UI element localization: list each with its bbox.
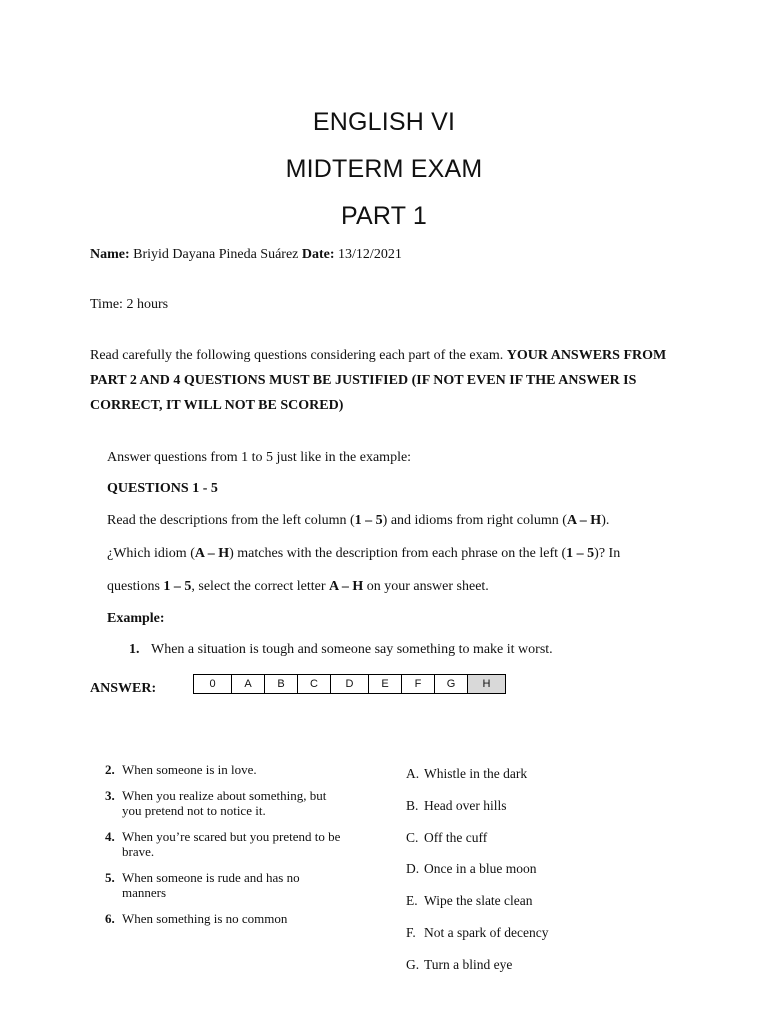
desc2-c: ) matches with the description from each phrase on the left ( <box>229 546 567 561</box>
idiom-option <box>406 798 548 830</box>
answer-cell-c[interactable]: C <box>298 675 331 693</box>
desc1-e: ). <box>601 513 610 528</box>
option-letter: E. <box>406 893 418 909</box>
idiom-option <box>406 766 548 798</box>
answer-cell-e[interactable]: E <box>369 675 402 693</box>
desc3-a: questions <box>107 579 164 594</box>
date-label: Date: <box>301 247 335 262</box>
student-info-line <box>90 247 402 263</box>
description-line-1 <box>107 513 609 529</box>
desc1-b: 1 – 5 <box>354 513 383 528</box>
option-letter: B. <box>406 797 419 813</box>
question-item <box>105 762 345 777</box>
desc1-d: A – H <box>566 513 602 528</box>
answer-cell-0[interactable]: 0 <box>194 675 232 693</box>
desc2-e: )? In <box>594 546 621 561</box>
idiom-option <box>406 861 548 893</box>
idiom-option <box>406 893 548 925</box>
question-text: When something is no common <box>122 911 288 926</box>
option-text: Not a spark of decency <box>424 924 549 940</box>
idiom-option <box>406 925 548 957</box>
option-letter: C. <box>406 829 419 845</box>
example-question <box>129 642 553 658</box>
description-line-3 <box>107 579 489 595</box>
description-line-2 <box>107 546 620 562</box>
option-text: Once in a blue moon <box>424 861 537 877</box>
example-text: When a situation is tough and someone say something to make it worst. <box>151 642 553 657</box>
idiom-options-list <box>406 766 548 989</box>
option-letter: F. <box>406 924 416 940</box>
option-text: Head over hills <box>424 797 507 813</box>
exam-title: MIDTERM EXAM <box>285 155 483 183</box>
desc1-c: ) and idioms from right column ( <box>382 513 567 528</box>
answer-cell-h[interactable]: H <box>468 675 505 693</box>
desc1-a: Read the descriptions from the left column ( <box>107 513 355 528</box>
time-limit: Time: 2 hours <box>90 297 169 312</box>
question-number: 5. <box>105 870 115 885</box>
idiom-option <box>406 957 548 989</box>
option-letter: G. <box>406 956 420 972</box>
option-text: Wipe the slate clean <box>424 893 533 909</box>
question-item <box>105 829 345 859</box>
student-name: Briyid Dayana Pineda Suárez <box>133 247 299 262</box>
answer-cell-a[interactable]: A <box>232 675 265 693</box>
answer-cell-d[interactable]: D <box>331 675 369 693</box>
course-title: ENGLISH VI <box>312 108 456 136</box>
desc2-b: A – H <box>194 546 230 561</box>
question-number: 2. <box>105 762 115 777</box>
instructions-plain: Read carefully the following questions considering each part of the exam. <box>90 348 507 363</box>
option-letter: A. <box>406 766 420 781</box>
desc3-d: A – H <box>328 579 364 594</box>
question-number: 6. <box>105 911 115 926</box>
example-label: Example: <box>107 611 165 626</box>
question-list <box>105 762 345 937</box>
question-text: When someone is rude and has no manners <box>122 870 300 900</box>
desc3-e: on your answer sheet. <box>363 579 489 594</box>
answer-grid <box>193 674 506 694</box>
question-text: When you realize about something, but you pretend not to notice it. <box>122 788 327 818</box>
part-title: PART 1 <box>341 202 427 230</box>
answer-cell-g[interactable]: G <box>435 675 468 693</box>
question-number: 4. <box>105 829 115 844</box>
idiom-option <box>406 830 548 862</box>
desc2-a: ¿Which idiom ( <box>107 546 195 561</box>
question-number: 3. <box>105 788 115 803</box>
section-heading: QUESTIONS 1 - 5 <box>107 481 218 496</box>
instructions-bold: YOUR ANSWERS FROM PART 2 AND 4 QUESTIONS MUST BE JUSTIFIED (IF NOT EVEN IF THE ANSWER IS CORRECT, IT WILL NOT BE SCORED) <box>90 348 667 413</box>
answer-cell-b[interactable]: B <box>265 675 298 693</box>
question-text: When someone is in love. <box>122 762 257 777</box>
answer-label: ANSWER: <box>90 681 157 696</box>
answer-cell-f[interactable]: F <box>402 675 435 693</box>
option-text: Off the cuff <box>424 829 488 845</box>
section-intro: Answer questions from 1 to 5 just like in the example: <box>107 450 412 465</box>
question-item <box>105 788 345 818</box>
desc3-b: 1 – 5 <box>163 579 192 594</box>
name-label: Name: <box>90 247 130 262</box>
example-number: 1. <box>129 642 140 657</box>
desc2-d: 1 – 5 <box>566 546 595 561</box>
option-text: Whistle in the dark <box>424 766 528 781</box>
question-item <box>105 870 345 900</box>
exam-date: 13/12/2021 <box>338 247 402 262</box>
question-item <box>105 911 345 926</box>
option-letter: D. <box>406 861 420 877</box>
desc3-c: , select the correct letter <box>191 579 329 594</box>
question-text: When you’re scared but you pretend to be brave. <box>122 829 341 859</box>
general-instructions <box>90 343 670 418</box>
option-text: Turn a blind eye <box>424 956 513 972</box>
